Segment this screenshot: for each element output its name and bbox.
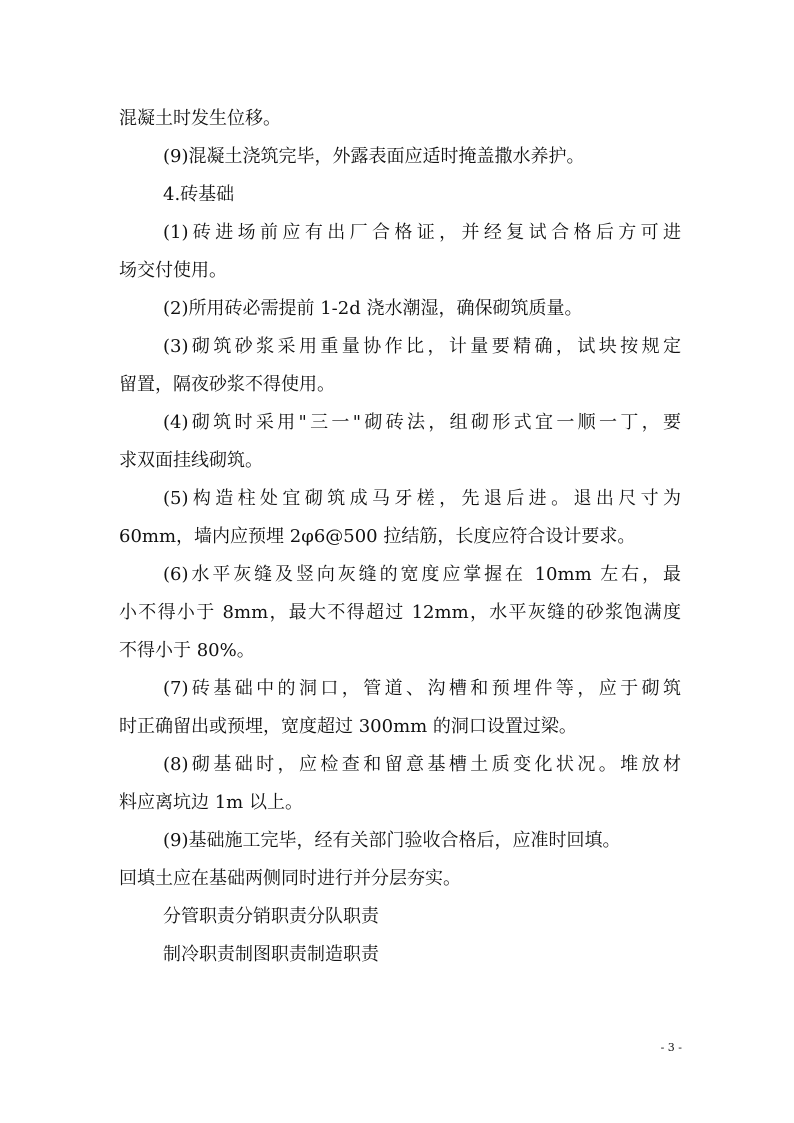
- text-line-16: (7)砖基础中的洞口，管道、沟槽和预埋件等，应于砌筑: [163, 678, 681, 699]
- text-line-2: (9)混凝土浇筑完毕，外露表面应适时掩盖撒水养护。: [163, 146, 585, 167]
- text-line-5: 场交付使用。: [119, 260, 227, 281]
- text-line-21: 回填土应在基础两侧同时进行并分层夯实。: [119, 868, 461, 889]
- text-line-20: (9)基础施工完毕，经有关部门验收合格后，应准时回填。: [163, 830, 621, 851]
- page-number: - 3 -: [660, 1041, 682, 1054]
- text-line-12: 60mm，墙内应预埋 2φ6@500 拉结筋，长度应符合设计要求。: [119, 526, 636, 547]
- text-line-18: (8)砌基础时，应检查和留意基槽土质变化状况。堆放材: [163, 754, 681, 775]
- text-line-23: 制冷职责制图职责制造职责: [163, 944, 379, 965]
- text-line-22: 分管职责分销职责分队职责: [163, 906, 379, 927]
- text-line-15: 不得小于 80%。: [119, 640, 255, 661]
- text-line-6: (2)所用砖必需提前 1-2d 浇水潮湿，确保砌筑质量。: [163, 298, 583, 319]
- document-body: [119, 100, 681, 974]
- text-line-9: (4)砌筑时采用"三一"砌砖法，组砌形式宜一顺一丁，要: [163, 412, 681, 433]
- text-line-10: 求双面挂线砌筑。: [119, 450, 263, 471]
- text-line-13: (6)水平灰缝及竖向灰缝的宽度应掌握在 10mm 左右，最: [163, 564, 681, 585]
- text-line-8: 留置，隔夜砂浆不得使用。: [119, 374, 335, 395]
- section-heading-brick-foundation: 4.砖基础: [163, 184, 235, 205]
- text-line-4: (1)砖进场前应有出厂合格证，并经复试合格后方可进: [163, 222, 681, 243]
- text-line-1: 混凝土时发生位移。: [119, 108, 281, 129]
- text-line-11: (5)构造柱处宜砌筑成马牙槎，先退后进。退出尺寸为: [163, 488, 681, 509]
- text-line-19: 料应离坑边 1m 以上。: [119, 792, 303, 813]
- text-line-14: 小不得小于 8mm，最大不得超过 12mm，水平灰缝的砂浆饱满度: [119, 602, 681, 623]
- text-line-7: (3)砌筑砂浆采用重量协作比，计量要精确，试块按规定: [163, 336, 681, 357]
- text-line-17: 时正确留出或预埋，宽度超过 300mm 的洞口设置过梁。: [119, 716, 577, 737]
